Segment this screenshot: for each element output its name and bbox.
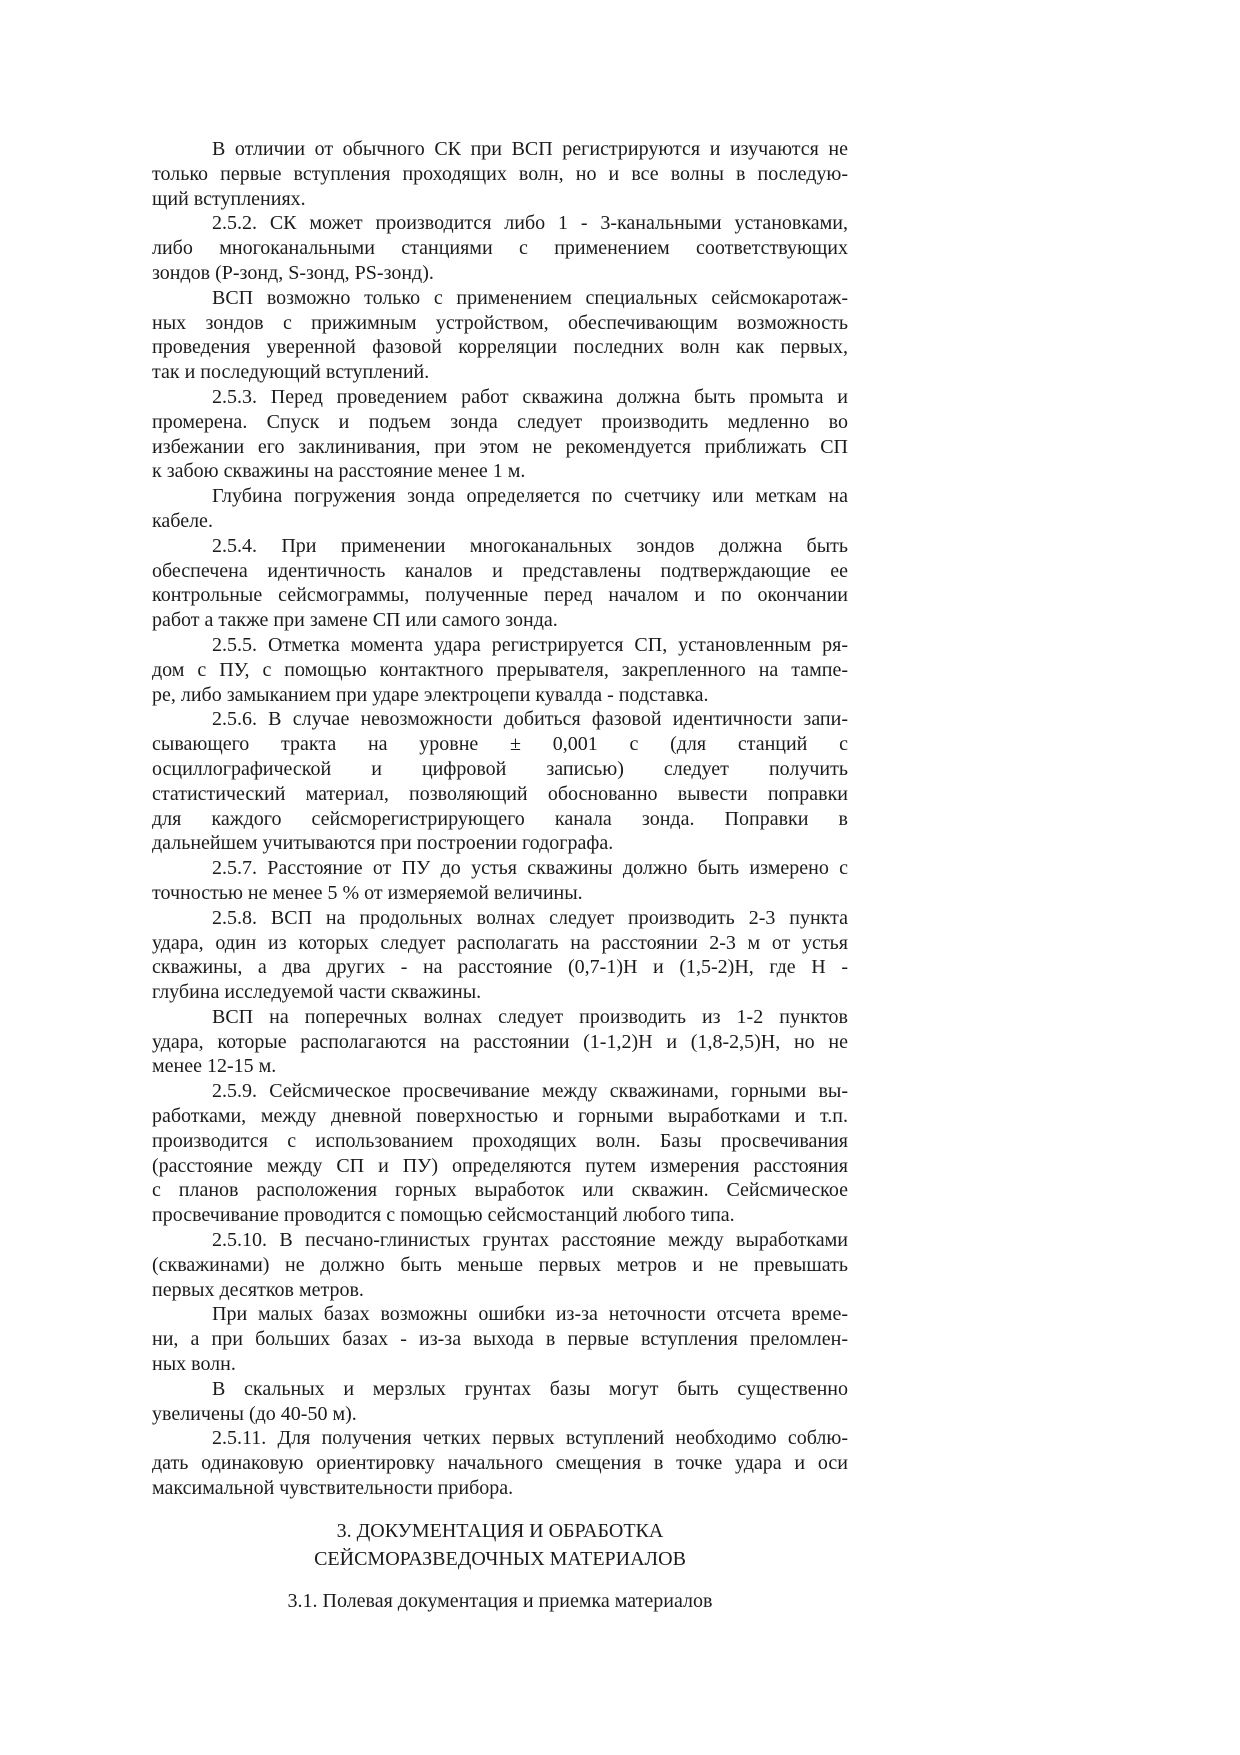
text-line: скважины, а два других - на расстояние (0,7-1)Н и (1,5-2)Н, где Н - (152, 956, 848, 979)
paragraph (152, 211, 848, 285)
text-line: точностью не менее 5 % от измеряемой величины. (152, 881, 583, 904)
text-line: только первые вступления проходящих волн, но и все волны в последую- (152, 162, 848, 185)
document-body (152, 137, 848, 1501)
text-line: избежании его заклинивания, при этом не рекомендуется приближать СП (152, 435, 848, 458)
text-line: глубина исследуемой части скважины. (152, 981, 482, 1004)
text-line: просвечивание проводится с помощью сейсмостанций любого типа. (152, 1204, 735, 1227)
text-line: удара, один из которых следует располагать на расстоянии 2-3 м от устья (152, 931, 848, 954)
text-line: с планов расположения горных выработок или скважин. Сейсмическое (152, 1179, 848, 1202)
text-line: проведения уверенной фазовой корреляции последних волн как первых, (152, 336, 848, 359)
text-line: В отличии от обычного СК при ВСП регистрируются и изучаются не (212, 138, 848, 160)
paragraph (152, 1426, 848, 1500)
paragraph (152, 1302, 848, 1376)
text-line: ных зондов с прижимным устройством, обеспечивающим возможность (152, 311, 848, 334)
text-line: 2.5.5. Отметка момента удара регистрируется СП, установленным ря- (212, 633, 848, 656)
text-line: 2.5.2. СК может производится либо 1 - 3-канальными установками, (212, 212, 848, 235)
text-line: (расстояние между СП и ПУ) определяются путем измерения расстояния (152, 1154, 848, 1177)
paragraph (152, 1079, 848, 1228)
text-column (152, 137, 848, 1615)
paragraph (152, 906, 848, 1005)
text-line: При малых базах возможны ошибки из-за неточности отсчета време- (212, 1303, 848, 1326)
text-line: статистический материал, позволяющий обоснованно вывести поправки (152, 782, 848, 805)
text-line: ных волн. (152, 1353, 236, 1376)
paragraph (152, 856, 848, 906)
paragraph (152, 1005, 848, 1079)
text-line: дать одинаковую ориентировку начального смещения в точке удара и оси (152, 1452, 848, 1475)
paragraph (152, 707, 848, 856)
text-line: 2.5.6. В случае невозможности добиться фазовой идентичности запи- (212, 708, 848, 731)
text-line: к забою скважины на расстояние менее 1 м. (152, 460, 526, 483)
paragraph (152, 137, 848, 211)
text-line: ни, а при больших базах - из-за выхода в первые вступления преломлен- (152, 1328, 848, 1351)
paragraph (152, 534, 848, 633)
paragraph (152, 633, 848, 707)
text-line: 2.5.4. При применении многоканальных зондов должна быть (212, 534, 848, 557)
subsection-heading: 3.1. Полевая документация и приемка материалов (287, 1589, 713, 1612)
paragraph (152, 385, 848, 484)
text-line: Глубина погружения зонда определяется по счетчику или меткам на (212, 485, 848, 508)
text-line: ВСП возможно только с применением специальных сейсмокаротаж- (212, 286, 848, 309)
text-line: так и последующий вступлений. (152, 361, 430, 384)
text-line: удара, которые располагаются на расстоянии (1-1,2)Н и (1,8-2,5)Н, но не (152, 1030, 848, 1053)
text-line: максимальной чувствительности прибора. (152, 1477, 514, 1500)
text-line: 2.5.8. ВСП на продольных волнах следует производить 2-3 пункта (212, 906, 848, 929)
paragraph (152, 1377, 848, 1427)
text-line: зондов (Р-зонд, S-зонд, PS-зонд). (152, 261, 434, 284)
section-heading-line-2: СЕЙСМОРАЗВЕДОЧНЫХ МАТЕРИАЛОВ (314, 1547, 686, 1570)
text-line: сывающего тракта на уровне ± 0,001 с (для станций с (152, 733, 848, 756)
text-line: либо многоканальными станциями с применением соответствующих (152, 237, 848, 260)
text-line: щий вступлениях. (152, 187, 306, 210)
text-line: работками, между дневной поверхностью и горными выработками и т.п. (152, 1105, 848, 1128)
text-line: ВСП на поперечных волнах следует производить из 1-2 пунктов (212, 1005, 848, 1028)
text-line: производится с использованием проходящих волн. Базы просвечивания (152, 1129, 848, 1152)
text-line: увеличены (до 40-50 м). (152, 1402, 357, 1425)
text-line: дальнейшем учитываются при построении годографа. (152, 832, 614, 855)
text-line: контрольные сейсмограммы, полученные перед началом и по окончании (152, 584, 848, 607)
text-line: работ а также при замене СП или самого зонда. (152, 609, 558, 632)
text-line: промерена. Спуск и подъем зонда следует производить медленно во (152, 410, 848, 433)
text-line: ре, либо замыканием при ударе электроцепи кувалда - подставка. (152, 683, 709, 706)
text-line: осциллографической и цифровой записью) следует получить (152, 757, 848, 780)
text-line: кабеле. (152, 509, 213, 532)
text-line: 2.5.10. В песчано-глинистых грунтах расстояние между выработками (212, 1229, 848, 1252)
text-line: менее 12-15 м. (152, 1055, 277, 1078)
text-line: (скважинами) не должно быть меньше первых метров и не превышать (152, 1253, 848, 1276)
text-line: 2.5.11. Для получения четких первых вступлений необходимо соблю- (212, 1427, 848, 1450)
paragraph (152, 1228, 848, 1302)
text-line: 2.5.3. Перед проведением работ скважина должна быть промыта и (212, 385, 848, 408)
paragraph (152, 286, 848, 385)
section-heading-line-1: 3. ДОКУМЕНТАЦИЯ И ОБРАБОТКА (336, 1519, 664, 1542)
text-line: 2.5.7. Расстояние от ПУ до устья скважины должно быть измерено с (212, 857, 848, 880)
section-heading (152, 1517, 848, 1573)
text-line: В скальных и мерзлых грунтах базы могут быть существенно (212, 1377, 848, 1400)
text-line: 2.5.9. Сейсмическое просвечивание между скважинами, горными вы- (212, 1080, 848, 1103)
text-line: обеспечена идентичность каналов и представлены подтверждающие ее (152, 559, 848, 582)
text-line: дом с ПУ, с помощью контактного прерывателя, закрепленного на тампе- (152, 658, 848, 681)
text-line: первых десятков метров. (152, 1278, 364, 1301)
text-line: для каждого сейсморегистрирующего канала зонда. Поправки в (152, 807, 848, 830)
paragraph (152, 484, 848, 534)
